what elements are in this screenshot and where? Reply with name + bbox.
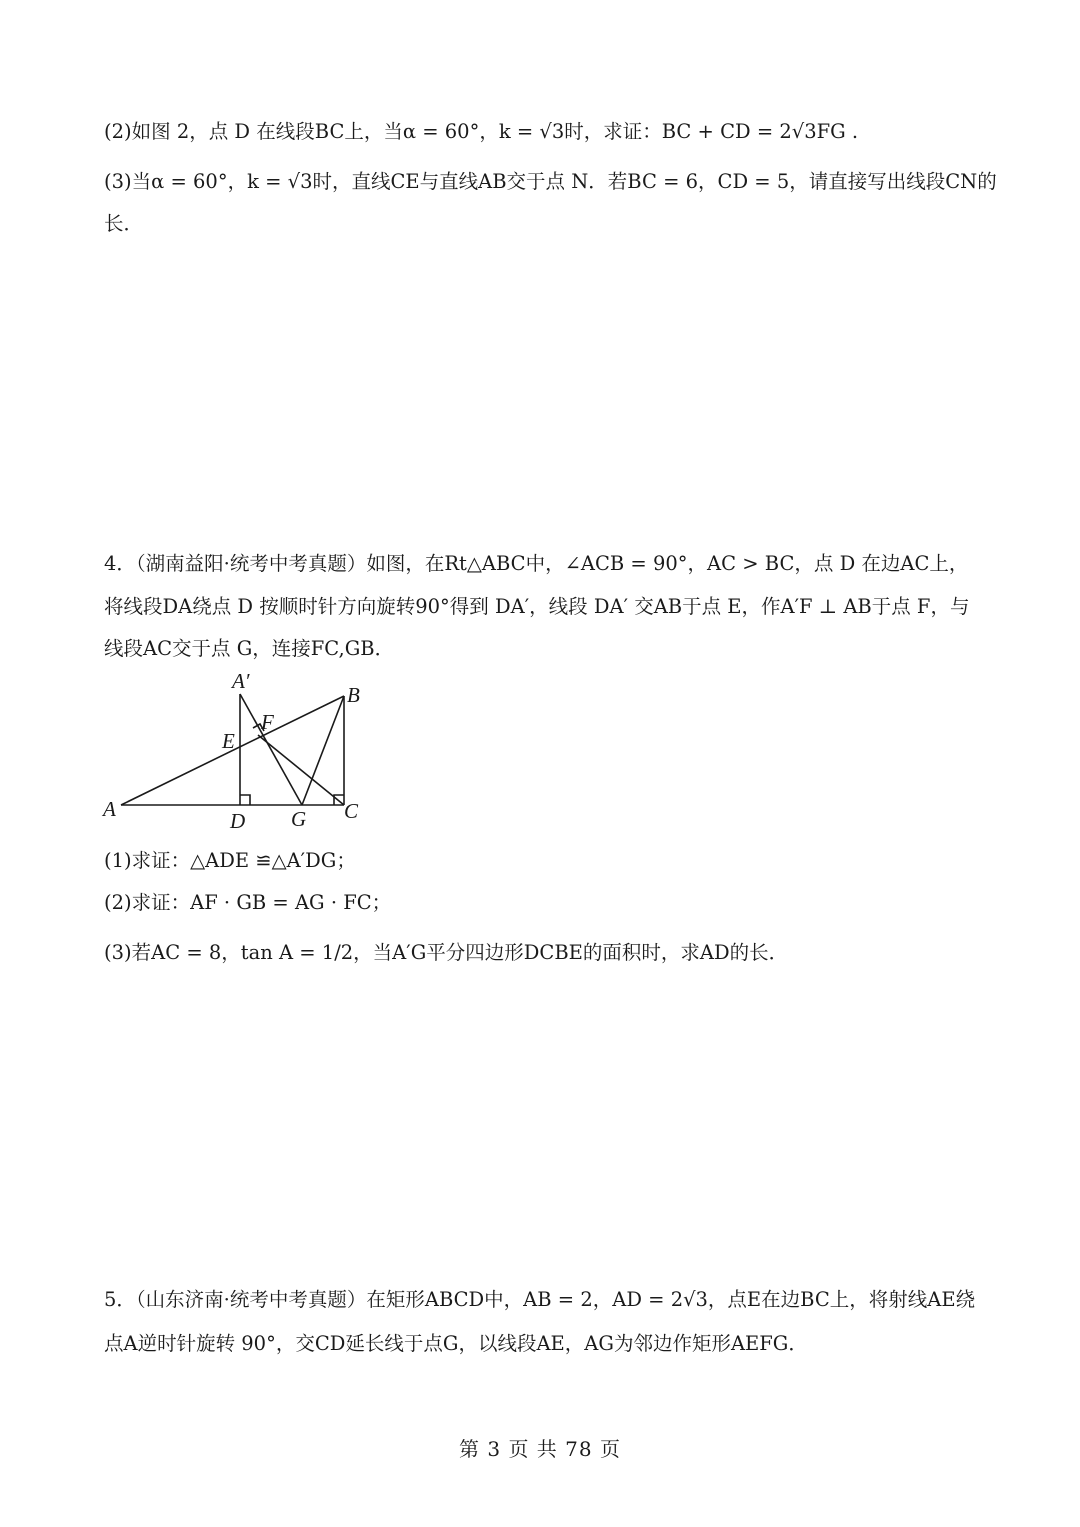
problem3-part2: (2)如图 2，点 D 在线段BC上，当α = 60°，k = √3时，求证：BC + CD = 2√3FG . [104,120,859,143]
problem3-part3-line1: (3)当α = 60°，k = √3时，直线CE与直线AB交于点 N．若BC = 6，CD = 5，请直接写出线段CN的 [104,170,997,193]
label-A: A [103,797,116,821]
right-angle-D [240,795,250,805]
segment-FC [258,735,344,805]
problem4-stem-line3: 线段AC交于点 G，连接FC,GB． [104,637,395,660]
problem4-part2: (2)求证：AF · GB = AG · FC； [104,891,392,914]
label-E: E [222,729,235,753]
geometry-figure [98,668,378,838]
problem5-stem-line1: 5．（山东济南·统考中考真题）在矩形ABCD中，AB = 2，AD = 2√3，点E在边BC上，将射线AE绕 [104,1288,976,1311]
problem5-stem-line2: 点A逆时针旋转 90°，交CD延长线于点G，以线段AE，AG为邻边作矩形AEFG． [104,1332,808,1355]
problem4-stem-line1: 4．（湖南益阳·统考中考真题）如图，在Rt△ABC中，∠ACB = 90°，AC > BC，点 D 在边AC上， [104,552,969,575]
problem4-part3: (3)若AC = 8，tan A = 1/2，当A′G平分四边形DCBE的面积时，求AD的长． [104,941,789,964]
label-A-prime: A′ [232,669,250,693]
label-B: B [347,683,360,707]
problem4-stem-line2: 将线段DA绕点 D 按顺时针方向旋转90°得到 DA′，线段 DA′ 交AB于点 E，作A′F ⊥ AB于点 F，与 [104,595,970,618]
label-F: F [261,710,274,734]
page-footer: 第 3 页 共 78 页 [459,1437,621,1461]
label-G: G [291,807,307,831]
label-D: D [230,809,246,833]
problem3-part3-line2: 长． [104,212,144,235]
problem4-part1: (1)求证：△ADE ≌△A′DG； [104,849,356,872]
label-C: C [344,799,359,823]
